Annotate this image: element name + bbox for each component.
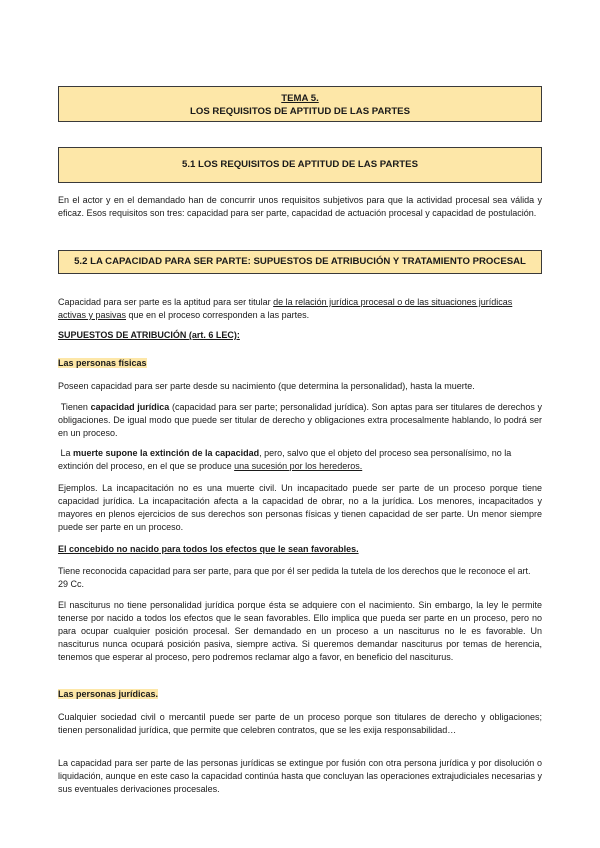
tema-header-box	[58, 86, 542, 122]
definition-underlined: de la relación jurídica procesal o de las situaciones jurídicas activas y pasivas	[58, 297, 513, 320]
concebido-paragraph-1: Tiene reconocida capacidad para ser parte, para que por él ser pedida la tutela de los derechos que le reconoce el art. 29 Cc.	[58, 566, 531, 589]
tema-number: TEMA 5.	[281, 93, 319, 104]
fisicas-paragraph-1: Poseen capacidad para ser parte desde su nacimiento (que determina la personalidad), hasta la muerte.	[58, 381, 475, 391]
section-1-box	[58, 147, 542, 183]
fisicas-heading-line	[58, 357, 542, 370]
section-2-title: 5.2 LA CAPACIDAD PARA SER PARTE: SUPUESTOS DE ATRIBUCIÓN Y TRATAMIENTO PROCESAL	[74, 256, 526, 267]
intro-paragraph: En el actor y en el demandado han de concurrir unos requisitos subjetivos para que la actividad procesal sea válida y eficaz. Esos requisitos son tres: capacidad para ser parte, capacidad de actuación procesal y capacidad de postulación.	[58, 195, 542, 218]
juridicas-paragraph-2: La capacidad para ser parte de las personas jurídicas se extingue por fusión con otra persona jurídica y por disolución o liquidación, aunque en este caso la capacidad continúa hasta que concluyan las operaciones extrajudiciales necesarias y sus eventuales derivaciones procesales.	[58, 758, 542, 794]
supuestos-heading: SUPUESTOS DE ATRIBUCIÓN (art. 6 LEC):	[58, 330, 240, 340]
concebido-paragraph-2: El nasciturus no tiene personalidad jurídica porque ésta se adquiere con el nacimiento. Sin embargo, la ley le permite tenerse por nacido a todos los efectos que le sean favorables. Ello implica que pueda ser parte en un proceso, pero no para ocupar cualquier posición procesal. Ser demandado en un proceso a un nasciturus no le es favorable. Un nasciturus nunca ocupará posición pasiva, siempre activa. Si queremos demandar nasciturus por temas de herencia, tenemos que esperar al proceso, pero podremos reclamar algo a favor, en beneficio del nasciturus.	[58, 600, 542, 662]
fisicas-paragraph-2: Tienen capacidad jurídica (capacidad para ser parte; personalidad jurídica). Son aptas para ser titulares de derechos y obligaciones. De igual modo que puede ser titular de derecho y obligaciones extra procesalmente hablando, lo podrá ser en un proceso.	[58, 402, 542, 438]
section-2-box	[58, 250, 542, 274]
ejemplos-paragraph: Ejemplos. La incapacitación no es una muerte civil. Un incapacitado puede ser parte de un proceso porque tiene capacidad jurídica. La incapacitación afecta a la capacidad de obrar, no a la jurídica. Los menores, incapacitados y mayores en plenos ejercicios de sus derechos son personas físicas y tienen capacidad de ser parte. Un menor siempre puede ser parte en un proceso.	[58, 483, 542, 532]
juridicas-heading-line	[58, 688, 542, 701]
tema-title: LOS REQUISITOS DE APTITUD DE LAS PARTES	[190, 106, 410, 117]
fisicas-paragraph-3: La muerte supone la extinción de la capacidad, pero, salvo que el objeto del proceso sea personalísimo, no la extinción del proceso, en el que se produce una sucesión por los herederos.	[58, 448, 512, 471]
fisicas-heading: Las personas físicas	[58, 358, 147, 368]
section-1-title: 5.1 LOS REQUISITOS DE APTITUD DE LAS PARTES	[182, 159, 418, 170]
juridicas-heading: Las personas jurídicas.	[58, 689, 159, 699]
concebido-heading: El concebido no nacido para todos los efectos que le sean favorables.	[58, 544, 359, 554]
juridicas-paragraph-1: Cualquier sociedad civil o mercantil puede ser parte de un proceso porque son titulares de derecho y obligaciones; tienen personalidad jurídica, que permite que celebren contratos, que se les exija responsabilidad…	[58, 712, 542, 735]
definition-paragraph: Capacidad para ser parte es la aptitud para ser titular de la relación jurídica procesal o de las situaciones jurídicas activas y pasivas que en el proceso corresponden a las partes.	[58, 297, 513, 320]
